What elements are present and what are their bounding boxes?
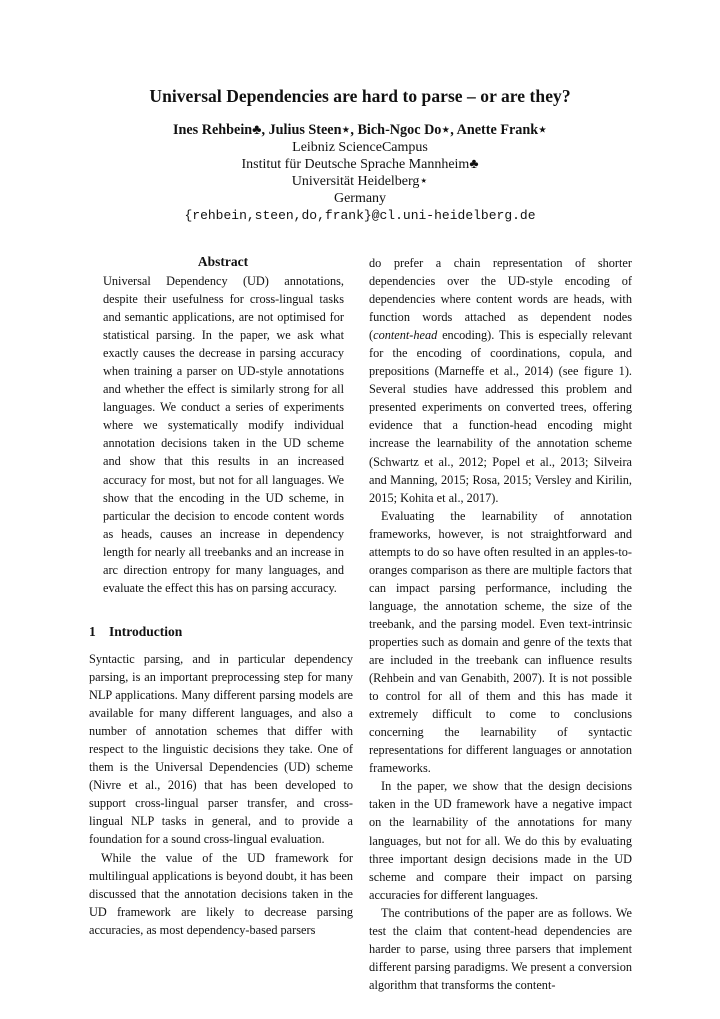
affiliation-3: Universität Heidelberg⋆ bbox=[291, 174, 429, 189]
section-number: 1 bbox=[89, 624, 96, 639]
intro-paragraph-2: While the value of the UD framework for multilingual applications is beyond doubt, it has been discussed that the annotation decisions taken in the UD framework are likely to decrease parsing accuracies, as most dependency-based parsers bbox=[89, 850, 353, 937]
left-column-body bbox=[89, 650, 353, 939]
affiliation-2: Institut für Deutsche Sprache Mannheim♣ bbox=[241, 157, 479, 172]
right-paragraph-1 bbox=[369, 254, 632, 507]
section-heading bbox=[89, 624, 182, 640]
right-paragraph-3: In the paper, we show that the design decisions taken in the UD framework have a negative impact on the learnability of the annotations for many languages, but not for all. We do this by evaluating three important design decisions made in the UD scheme and compare their impact on parsing accuracies for different languages. bbox=[369, 779, 632, 902]
right-column-body bbox=[369, 254, 632, 994]
right-paragraph-1-b: encoding). This is especially relevant for the encoding of coordinations, copula, and prepositions (Marneffe et al., 2014) (see figure 1). Several studies have addressed this problem and presented experiments on converted trees, offering evidence that a function-head encoding might increase the learnability of the annotation scheme (Schwartz et al., 2012; Popel et al., 2013; Silveira and Manning, 2015; Rosa, 2015; Versley and Kirilin, 2015; Kohita et al., 2017). bbox=[369, 328, 632, 505]
right-paragraph-2: Evaluating the learnability of annotation frameworks, however, is not straightforward and attempts to do so have often resulted in an apples-to-oranges comparison as there are multiple factors that can impact parsing performance, including the language, the annotation scheme, the size of the treebank, and the parsing model. Even text-intrinsic properties such as domain and genre of the texts that are included in the treebank can influence results (Rehbein and van Genabith, 2007). It is not possible to control for all of them and this has made it extremely difficult to come to conclusions concerning the learnability of syntactic representations for different languages or annotation frameworks. bbox=[369, 508, 632, 776]
country: Germany bbox=[333, 191, 387, 206]
right-paragraph-4: The contributions of the paper are as follows. We test the claim that content-head dependencies are harder to parse, using three parsers that implement different parsing paradigms. We present a conversion algorithm that transforms the content- bbox=[369, 905, 632, 992]
section-title: Introduction bbox=[109, 624, 183, 639]
right-paragraph-1-a: do prefer a chain representation of shorter dependencies over the UD-style encoding of dependencies where content words are heads, with function words attached as dependent nodes ( bbox=[369, 256, 632, 343]
abstract-text: Universal Dependency (UD) annotations, despite their usefulness for cross-lingual tasks and semantic applications, are not optimised for statistical parsing. In the paper, we ask what exactly causes the decrease in parsing accuracy when training a parser on UD-style annotations and whether the effect is similarly strong for all languages. We conduct a series of experiments where we systematically modify individual annotation decisions taken in the UD scheme and show that this results in an increased accuracy for most, but not for all languages. We show that the encoding in the UD scheme, in particular the decision to encode content words as heads, causes an increase in dependency length for nearly all treebanks and an increase in arc direction entropy for many languages, and evaluate the effect this has on parsing accuracy. bbox=[103, 274, 344, 595]
author-email: {rehbein,steen,do,frank}@cl.uni-heidelberg.de bbox=[184, 208, 536, 223]
paper-title: Universal Dependencies are hard to parse – or are they? bbox=[149, 86, 571, 106]
intro-paragraph-1: Syntactic parsing, and in particular dependency parsing, is an important preprocessing step for many NLP applications. Many different parsing models are available for many different languages, and also a number of annotation schemes that differ with respect to the linguistic decisions they take. One of them is the Universal Dependencies (UD) scheme (Nivre et al., 2016) that has been developed to support cross-lingual parser transfer, and cross-lingual NLP tasks in general, and to provide a foundation for a sound cross-lingual evaluation. bbox=[89, 652, 353, 847]
affiliation-1: Leibniz ScienceCampus bbox=[292, 140, 428, 155]
content-head-term: content-head bbox=[373, 328, 438, 343]
author-list: Ines Rehbein♣, Julius Steen⋆, Bich-Ngoc Do⋆, Anette Frank⋆ bbox=[172, 122, 548, 138]
abstract-heading: Abstract bbox=[197, 254, 249, 269]
author-block bbox=[0, 122, 720, 224]
